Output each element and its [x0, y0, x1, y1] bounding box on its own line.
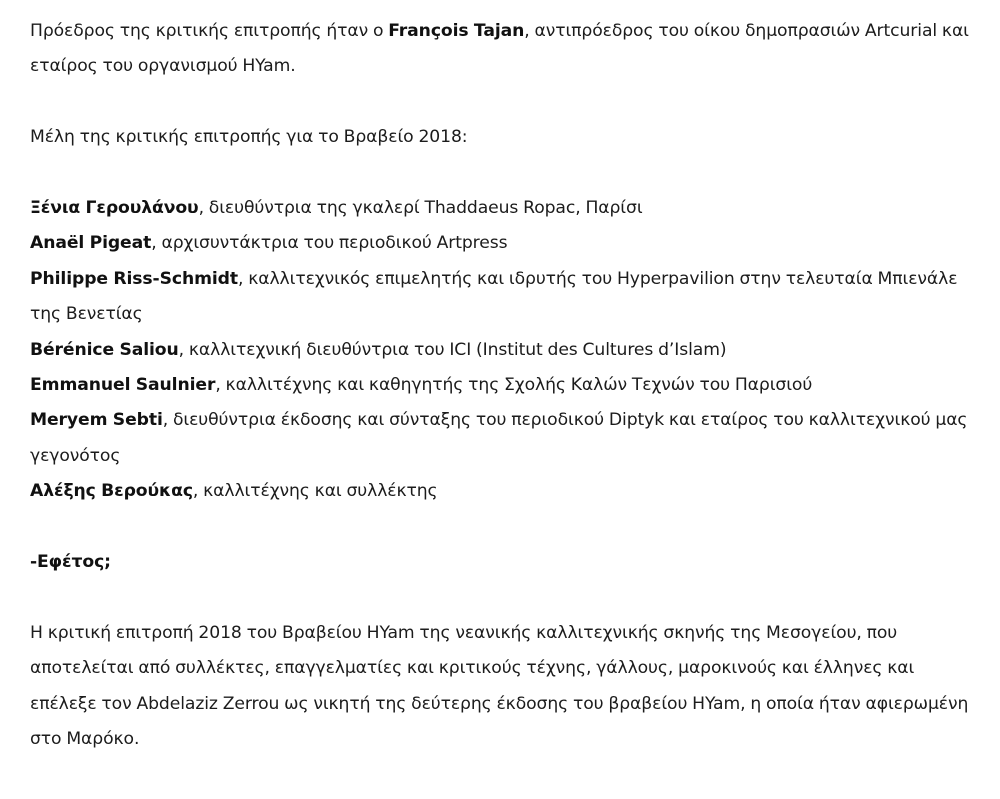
jury-member: [30, 403, 970, 474]
jury-member-desc: , καλλιτέχνης και καθηγητής της Σχολής Καλών Τεχνών του Παρισιού: [215, 375, 813, 396]
jury-member-name: Ξένια Γερουλάνου: [30, 198, 199, 218]
jury-member-name: Bérénice Saliou: [30, 339, 179, 360]
jury-member: [30, 368, 970, 403]
intro-text-before: Πρόεδρος της κριτικής επιτροπής ήταν ο: [30, 21, 389, 41]
paragraph-gap: [30, 510, 970, 545]
jury-member: [30, 333, 970, 368]
jury-member-list: [30, 191, 970, 510]
intro-text-after: , αντιπρόεδρος του οίκου δημοπρασιών Artcurial και εταίρος του οργανισμού HYam.: [30, 21, 969, 77]
jury-member-desc: , καλλιτεχνικός επιμελητής και ιδρυτής του Hyperpavilion στην τελευταία Μπιενάλε της Βενετίας: [30, 268, 958, 325]
paragraph-gap: [30, 156, 970, 191]
jury-member-name: Anaël Pigeat: [30, 233, 152, 254]
jury-member-name: Meryem Sebti: [30, 410, 163, 431]
jury-member-name: Philippe Riss-Schmidt: [30, 268, 238, 289]
jury-member: [30, 262, 970, 333]
jury-member-name: Emmanuel Saulnier: [30, 375, 216, 396]
jury-member-desc: , διευθύντρια της γκαλερί Thaddaeus Ropac, Παρίσι: [198, 198, 643, 218]
intro-paragraph: [30, 14, 970, 85]
jury-member: [30, 191, 970, 226]
paragraph-gap: [30, 580, 970, 615]
section-heading-text: -Εφέτος;: [30, 552, 111, 573]
jury-member-desc: , αρχισυντάκτρια του περιοδικού Artpress: [151, 233, 508, 254]
members-heading: Μέλη της κριτικής επιτροπής για το Βραβείο 2018:: [30, 127, 468, 148]
closing-paragraph: Η κριτική επιτροπή 2018 του Βραβείου HYam της νεανικής καλλιτεχνικής σκηνής της Μεσογείου, που αποτελείται από συλλέκτες, επαγγελματίες και κριτικούς τέχνης, γάλλους, μαροκινούς και έλληνες και επέλεξε τον Abdelaziz Zerrou ως νικητή της δεύτερης έκδοσης του βραβείου HYam, η οποία ήταν αφιερωμένη στο Μαρόκο.: [30, 622, 969, 750]
jury-member-desc: , καλλιτεχνική διευθύντρια του ICI (Institut des Cultures d’Islam): [178, 339, 727, 360]
jury-member: [30, 226, 970, 261]
jury-member-desc: , καλλιτέχνης και συλλέκτης: [192, 481, 438, 502]
jury-member-name: Αλέξης Βερούκας: [30, 481, 193, 502]
paragraph-gap: [30, 85, 970, 120]
jury-member: [30, 474, 970, 509]
jury-member-desc: , διευθύντρια έκδοσης και σύνταξης του περιοδικού Diptyk και εταίρος του καλλιτεχνικού μας γεγονότος: [30, 410, 968, 466]
section-heading: [30, 545, 970, 580]
jury-president-name: François Tajan: [388, 21, 525, 41]
